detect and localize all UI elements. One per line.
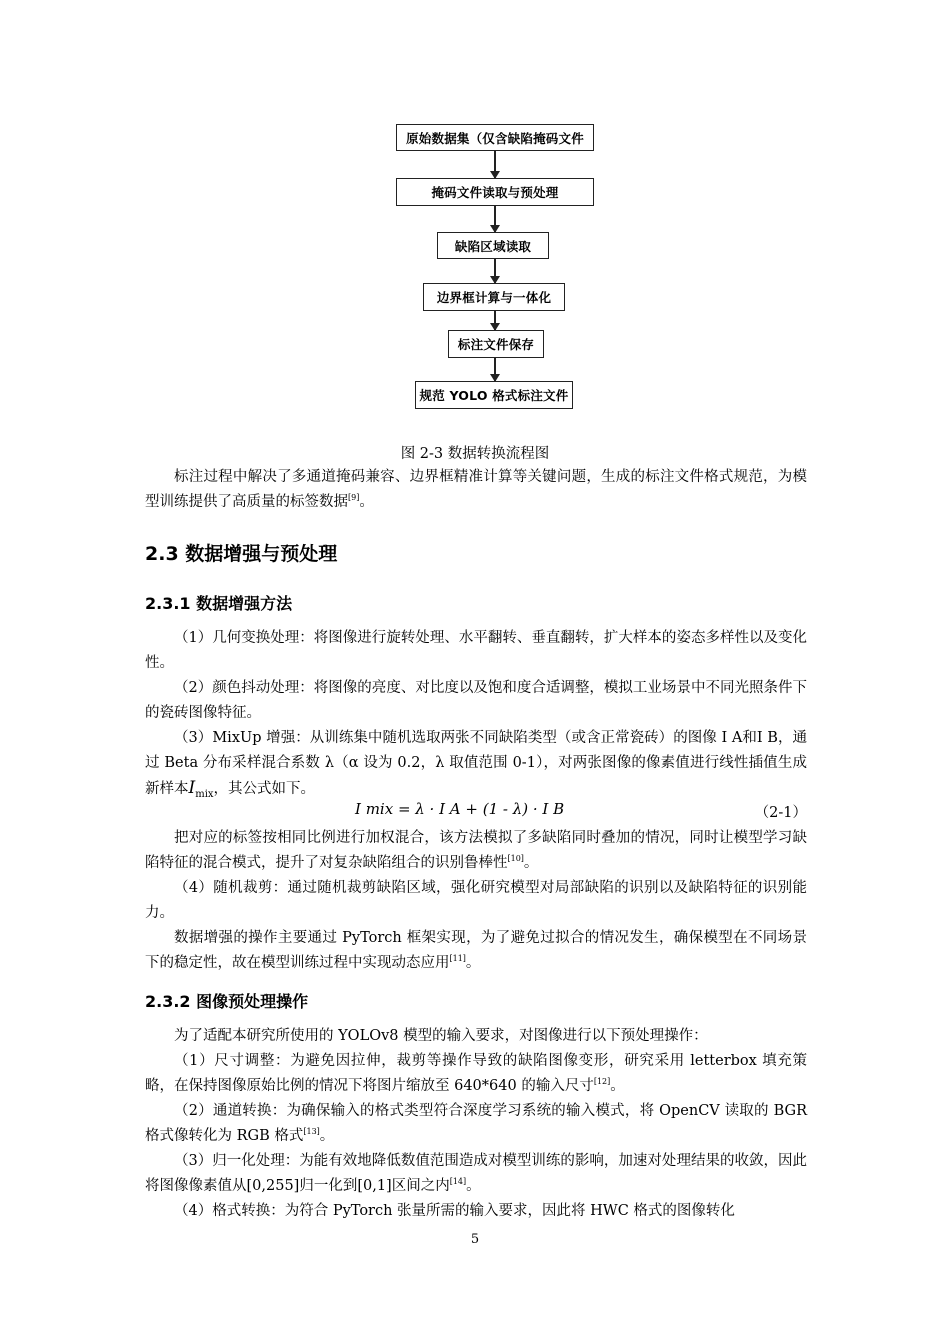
flowchart-arrow-5 xyxy=(494,358,496,381)
section-heading-2-3-2: 2.3.2 图像预处理操作 xyxy=(145,992,309,1011)
section-heading-2-3: 2.3 数据增强与预处理 xyxy=(145,543,338,565)
flowchart-arrow-2 xyxy=(494,206,496,232)
flowchart-step-3: 缺陷区域读取 xyxy=(437,232,549,259)
pre-item-2: （2）通道转换：为确保输入的格式类型符合深度学习系统的输入模式，将 OpenCV 读取的 BGR 格式像转化为 RGB 格式[13]。 xyxy=(145,1103,807,1144)
pre-item-3: （3）归一化处理：为能有效地降低数值范围造成对模型训练的影响，加速对处理结果的收敛，因此将图像像素值从[0,255]归一化到[0,1]区间之内[14]。 xyxy=(145,1153,807,1194)
flowchart-step-6: 规范 YOLO 格式标注文件 xyxy=(415,381,573,409)
page-number: 5 xyxy=(470,1232,480,1247)
figure-caption: 图 2-3 数据转换流程图 xyxy=(400,446,550,462)
equation-number: （2-1） xyxy=(754,805,807,821)
preprocessing-block xyxy=(145,1024,807,1224)
citation-10: [10] xyxy=(507,854,524,863)
aug-item-3-cont: 把对应的标签按相同比例进行加权混合，该方法模拟了多缺陷同时叠加的情况，同时让模型学习缺陷特征的混合模式，提升了对复杂缺陷组合的识别鲁棒性[10]。 xyxy=(145,830,807,871)
citation-11: [11] xyxy=(449,954,466,963)
formula-row xyxy=(145,798,807,826)
mix-subscript: mix xyxy=(195,788,214,800)
pre-item-3-text: （3）归一化处理：为能有效地降低数值范围造成对模型训练的影响，加速对处理结果的收敛，因此将图像像素值从[0,255]归一化到[0,1]区间之内 xyxy=(145,1153,807,1194)
aug-item-3-tail: ，其公式如下。 xyxy=(213,781,316,797)
aug-item-2: （2）颜色抖动处理：将图像的亮度、对比度以及饱和度合适调整，模拟工业场景中不同光照条件下的瓷砖图像特征。 xyxy=(145,680,807,721)
pre-item-1: （1）尺寸调整：为避免因拉伸，裁剪等操作导致的缺陷图像变形，研究采用 letterbox 填充策略，在保持图像原始比例的情况下将图片缩放至 640*640 的输入尺寸[12]。 xyxy=(145,1053,807,1094)
citation-13: [13] xyxy=(303,1127,320,1136)
citation-9: [9] xyxy=(348,493,360,502)
flowchart-step-4: 边界框计算与一体化 xyxy=(423,283,565,311)
pre-item-2-text: （2）通道转换：为确保输入的格式类型符合深度学习系统的输入模式，将 OpenCV 读取的 BGR 格式像转化为 RGB 格式 xyxy=(145,1103,807,1144)
aug-item-3-cont-text: 把对应的标签按相同比例进行加权混合，该方法模拟了多缺陷同时叠加的情况，同时让模型学习缺陷特征的混合模式，提升了对复杂缺陷组合的识别鲁棒性 xyxy=(145,830,807,871)
augmentation-block-2 xyxy=(145,826,807,976)
aug-item-3 xyxy=(145,726,807,807)
flowchart-step-1: 原始数据集（仅含缺陷掩码文件 xyxy=(396,124,594,151)
augmentation-block-1 xyxy=(145,626,807,807)
pre-intro: 为了适配本研究所使用的 YOLOv8 模型的输入要求，对图像进行以下预处理操作： xyxy=(174,1028,708,1044)
intro-paragraph xyxy=(145,465,807,515)
flowchart-step-2: 掩码文件读取与预处理 xyxy=(396,178,594,206)
mix-variable: I xyxy=(188,778,196,798)
aug-item-3-text: （3）MixUp 增强：从训练集中随机选取两张不同缺陷类型（或含正常瓷砖）的图像 I A和I B，通过 Beta 分布采样混合系数 λ（α 设为 0.2，λ 取值范围 0-1），对两张图像的像素值进行线性插值生成新样本 xyxy=(145,730,807,797)
aug-item-4: （4）随机裁剪：通过随机裁剪缺陷区域，强化研究模型对局部缺陷的识别以及缺陷特征的识别能力。 xyxy=(145,880,807,921)
pre-item-4: （4）格式转换：为符合 PyTorch 张量所需的输入要求，因此将 HWC 格式的图像转化 xyxy=(174,1203,735,1219)
aug-summary: 数据增强的操作主要通过 PyTorch 框架实现，为了避免过拟合的情况发生，确保模型在不同场景下的稳定性，故在模型训练过程中实现动态应用[11]。 xyxy=(145,930,807,971)
flowchart-step-5: 标注文件保存 xyxy=(448,330,544,358)
citation-12: [12] xyxy=(593,1077,611,1086)
aug-summary-text: 数据增强的操作主要通过 PyTorch 框架实现，为了避免过拟合的情况发生，确保模型在不同场景下的稳定性，故在模型训练过程中实现动态应用 xyxy=(145,930,807,971)
pre-item-1-text: （1）尺寸调整：为避免因拉伸，裁剪等操作导致的缺陷图像变形，研究采用 letterbox 填充策略，在保持图像原始比例的情况下将图片缩放至 640*640 的输入尺寸 xyxy=(145,1053,807,1094)
intro-end: 。 xyxy=(359,494,374,510)
section-heading-2-3-1: 2.3.1 数据增强方法 xyxy=(145,594,293,613)
mixup-formula: I mix = λ · I A + (1 - λ) · I B xyxy=(355,800,565,818)
intro-text: 标注过程中解决了多通道掩码兼容、边界框精准计算等关键问题，生成的标注文件格式规范，为模型训练提供了高质量的标签数据 xyxy=(145,469,807,510)
flowchart-arrow-1 xyxy=(494,151,496,178)
citation-14: [14] xyxy=(449,1177,467,1186)
intro-paragraph-block xyxy=(145,465,807,515)
flowchart-arrow-4 xyxy=(494,311,496,330)
flowchart-arrow-3 xyxy=(494,259,496,283)
aug-item-1: （1）几何变换处理：将图像进行旋转处理、水平翻转、垂直翻转，扩大样本的姿态多样性以及变化性。 xyxy=(145,630,807,671)
